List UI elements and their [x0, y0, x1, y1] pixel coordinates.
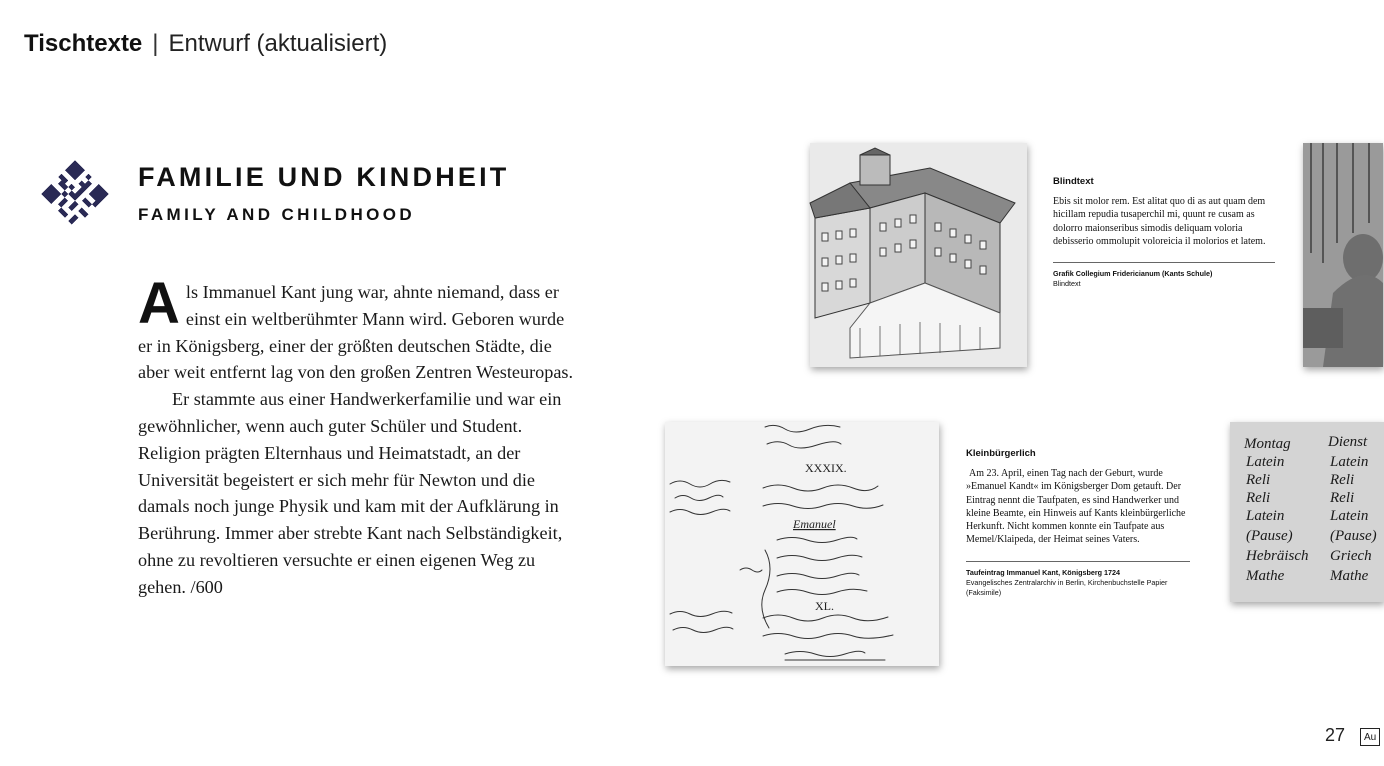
caption-2-rule [966, 561, 1190, 562]
collegium-drawing-image [810, 143, 1027, 367]
paragraph-2: Er stammte aus einer Handwerkerfamilie und war ein gewöhnlicher, wenn auch guter Schüler und Student. Religion prägten Elternhaus und Heimatstadt, an der Universität begeistert er sich mehr für Newton und die damals noch junge Physik und kam mit der Aufklärung in Berührung. Immer aber strebte Kant nach Selbständigkeit, ohne zu revoltieren versuchte er einen eigenen Weg zu gehen. /600 [138, 389, 563, 597]
caption-1-credit-sub: Blindtext [1053, 279, 1081, 289]
schedule-col2-row4: Reli [1330, 490, 1355, 506]
qr-code-icon[interactable] [41, 160, 109, 228]
manuscript-entry-number-1: XXXIX. [805, 461, 847, 475]
section-subtitle: FAMILY AND CHILDHOOD [138, 205, 416, 224]
schedule-col1-row1: Montag [1244, 436, 1291, 452]
main-text [138, 271, 578, 601]
caption-2-text: Am 23. April, einen Tag nach der Geburt, wurde »Emanuel Kandt« im Königsberger Dom getauft. Der Eintrag nennt die Taufpaten, es sind Handwerker und kleine Beamte, ein Hinweis auf Kants kleinbürgerliche Herkunft. Nicht kommen konnte ein Taufpate aus Memel/Klaipeda, der Heimat seines Vaters. [966, 468, 1186, 546]
caption-1-credit-heading: Grafik Collegium Fridericianum (Kants Schule) [1053, 269, 1213, 279]
caption-blindtext [1053, 176, 1275, 289]
schedule-col1-row7: Hebräisch [1246, 548, 1309, 564]
caption-kleinbuergerlich [966, 448, 1190, 598]
schedule-col2-row1: Dienst [1328, 434, 1368, 450]
page-header [24, 28, 387, 60]
engraving-image [1303, 143, 1383, 367]
schedule-col2-row6: (Pause) [1330, 528, 1377, 544]
schedule-col1-row3: Reli [1246, 472, 1271, 488]
schedule-col2-row7: Griech [1330, 548, 1372, 564]
manuscript-entry-number-2: XL. [815, 599, 834, 613]
corner-badge[interactable]: Au [1360, 728, 1380, 746]
header-subtitle: Entwurf (aktualisiert) [168, 30, 388, 57]
schedule-col2-row5: Latein [1330, 508, 1369, 524]
baptism-record-image [665, 422, 939, 666]
manuscript-name: Emanuel [793, 517, 836, 531]
paragraph-1-text: ls Immanuel Kant jung war, ahnte niemand, dass er einst ein weltberühmter Mann wird. Geboren wurde er in Königsberg, einer der größten deutschen Städte, die aber weit entfernt lag von den großen Zentren Westeuropas. [138, 282, 574, 383]
schedule-col2-row2: Latein [1330, 454, 1369, 470]
schedule-col1-row2: Latein [1246, 454, 1285, 470]
caption-2-heading: Kleinbürgerlich [966, 448, 1036, 459]
caption-1-heading: Blindtext [1053, 176, 1094, 187]
schedule-col1-row8: Mathe [1246, 568, 1285, 584]
caption-2-credit-sub: Evangelisches Zentralarchiv in Berlin, Kirchenbuchstelle Papier (Faksimile) [966, 577, 1168, 597]
schedule-col2-row3: Reli [1330, 472, 1355, 488]
schedule-col1-row5: Latein [1246, 508, 1285, 524]
school-schedule-image [1230, 422, 1384, 602]
dropcap: A [138, 271, 180, 336]
page-number: 27 [1325, 725, 1346, 745]
header-title: Tischtexte [24, 30, 143, 57]
schedule-col1-row4: Reli [1246, 490, 1271, 506]
caption-1-text: Ebis sit molor rem. Est alitat quo di as aut quam dem hicillam repudia tusaperchil mi, quunt re cusam as dolorro maionseribus simodis deliquam voloria debisserio ommolupit voloreicia il molorios et latem. [1053, 196, 1266, 247]
paragraph-1 [138, 271, 578, 386]
section-title: FAMILIE UND KINDHEIT [138, 162, 510, 192]
schedule-col2-row8: Mathe [1330, 568, 1369, 584]
caption-1-rule [1053, 262, 1275, 263]
header-separator: | [152, 30, 159, 57]
caption-2-credit-heading: Taufeintrag Immanuel Kant, Königsberg 1724 [966, 567, 1121, 577]
schedule-col1-row6: (Pause) [1246, 528, 1293, 544]
